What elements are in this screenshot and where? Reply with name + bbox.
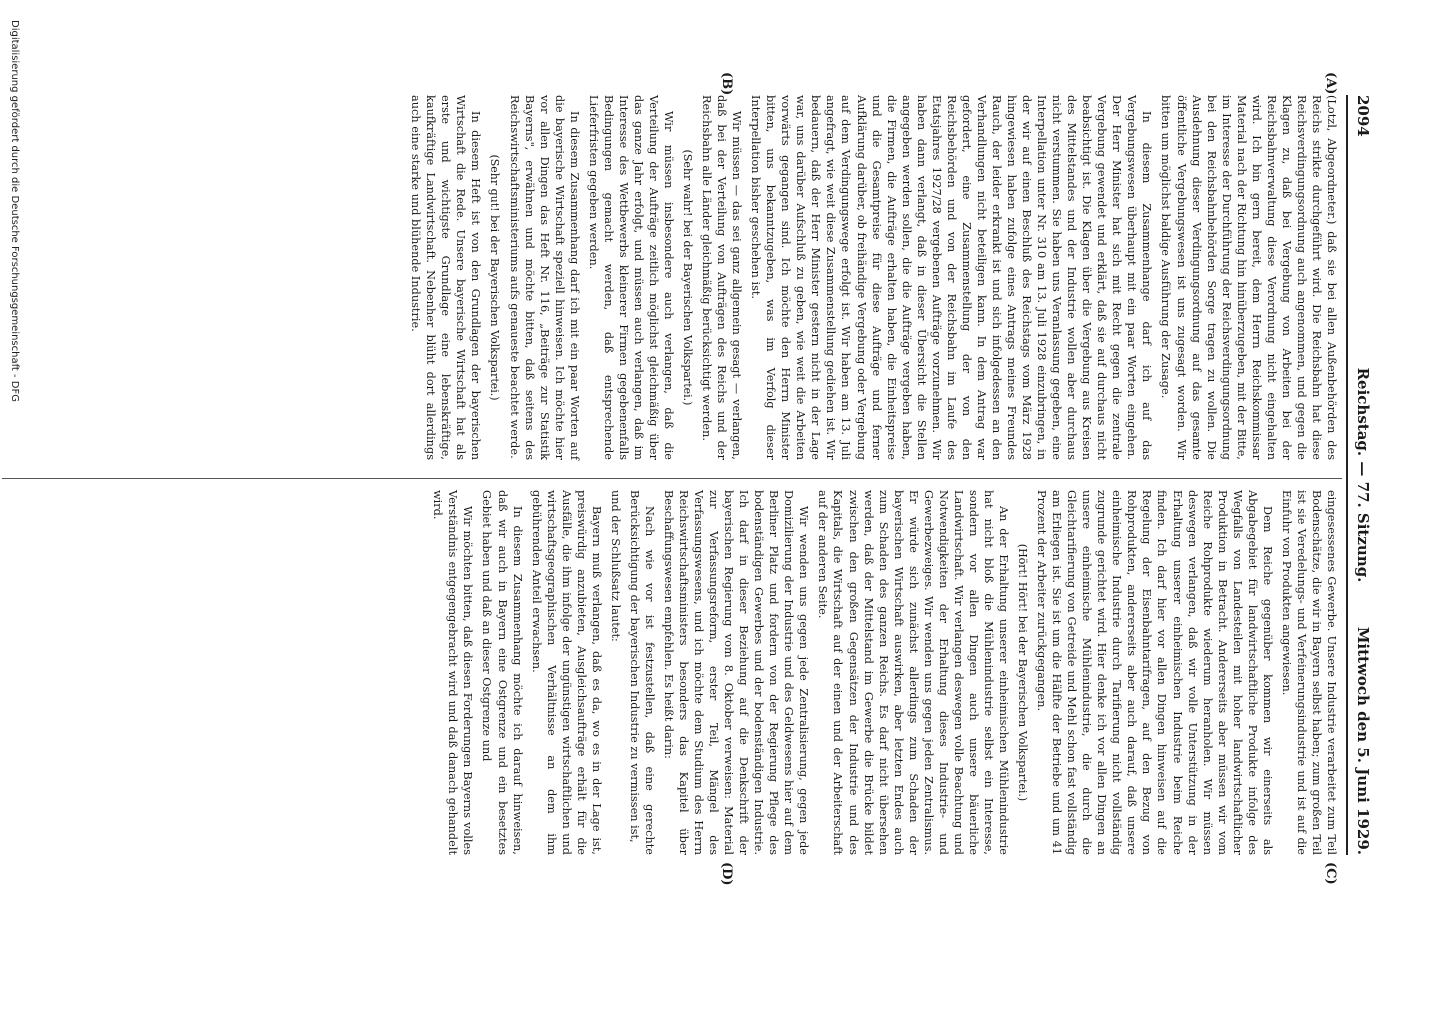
margin-marker-d: (D)	[719, 862, 734, 886]
interjection: (Sehr wahr! bei der Bayerischen Volkspartei.)	[681, 149, 695, 406]
header-rule	[1346, 95, 1348, 855]
paragraph: In diesem Heft ist von den Grundlagen der bayerischen Wirtschaft die Rede. Unsere bayerische Wirtschaft hat als erste und wichtigste Grundlage eine lebenskräftige, kaufkräftige Landwirtschaft. Nebenher blüht dort allerdings auch eine starke und blühende Industrie.	[409, 95, 483, 460]
paragraph: (Lotzl, Abgeordneter.) daß sie bei allen Außenbehörden des Reichs strikte durchgeführt wird. Die Reichsbahn hat diese Reichsverdingungsordnung auch angenommen, und gegen die Klagen zu, daß bei Vergebung von Arbeiten bei der Reichsbahnverwaltung diese Verordnung nicht eingehalten wird. Ich bin gern bereit, dem Herrn Reichskommissar Material nach der Richtung hin hinüberzugeben, mit der Bitte, im Interesse der Durchführung der Reichsverdingungsordnung bei den Reichsbahnbehörden Sorge tragen zu wollen. Die Ausdehnung dieser Verdingungsordnung auf das gesamte öffentliche Vergebungswesen ist uns zugesagt worden. Wir bitten um möglichst baldige Ausführung der Zusage.	[1159, 95, 1338, 460]
text-column-right	[426, 490, 1339, 855]
quotation: Bayern muß verlangen, daß es da, wo es in der Lage ist, preiswürdig anzubieten, Ausgleichsaufträge erhält für die Ausfälle, die ihm infolge der ungünstigen wirtschaftlichen und wirtschaftsgeographischen Verhältnisse an dem ihm gebührenden Anteil erwachsen.	[529, 490, 603, 855]
digitization-footer	[6, 20, 20, 1010]
paragraph: Wir möchten bitten, daß diesen Forderungen Bayerns volles Verständnis entgegengebracht wird und daß danach gehandelt wird.	[431, 490, 475, 855]
margin-marker-a: (A)	[1323, 72, 1338, 95]
footer-credit: Digitalisierung gefördert durch die Deutsche Forschungsgemeinschaft - DFG	[9, 20, 20, 403]
session-date: Mittwoch den 5. Juni 1929.	[1354, 626, 1372, 855]
paragraph: In diesem Zusammenhang möchte ich darauf hinweisen, daß wir auch in Bayern eine Ostgrenze und ein besetztes Gebiet haben und daß an dieser Ostgrenze und	[480, 490, 524, 855]
margin-marker-b: (B)	[719, 72, 734, 96]
text-column-left	[404, 95, 1339, 460]
page-number: 2094	[1354, 95, 1372, 137]
column-divider	[2, 478, 1342, 479]
paragraph: Wir müssen insbesondere auch verlangen, daß die Verteilung der Aufträge zeitlich möglichst gleichmäßig über das ganze Jahr erfolgt, und müssen auch verlangen, daß im Interesse des Wettbewerbs kleinerer Firmen gegebenenfalls Bedingungen gemacht werden, daß entsprechende Lieferfristen gegeben werden.	[586, 95, 675, 460]
margin-marker-c: (C)	[1323, 862, 1338, 885]
paragraph: eingesessenes Gewerbe. Unsere Industrie verarbeitet zum Teil Bodenschätze, die wir in Bayern selbst haben; zum großen Teil ist sie Veredelungs- und Verfeinerungsindustrie und ist auf die Einfuhr von Produkten angewiesen.	[1279, 490, 1338, 855]
paragraph: In diesem Zusammenhang darf ich mit ein paar Worten auf die bayerische Wirtschaft speziell hinweisen. Ich möchte hier vor allen Dingen das Heft Nr. 116, „Beiträge zur Statistik Bayerns", erwähnen und möchte bitten, daß seitens des Reichswirtschaftsministeriums aufs genaueste beachtet werde.	[507, 95, 581, 460]
paragraph: An der Erhaltung unserer einheimischen Mühlenindustrie hat nicht bloß die Mühlenindustrie selbst ein Interesse, sondern vor allen Dingen auch unsere bäuerliche Landwirtschaft. Wir verlangen deswegen volle Beachtung und Notwendigkeiten der Erhaltung dieses Industrie- und Gewerbezweiges. Wir wenden uns gegen jeden Zentralismus. Er würde sich zunächst allerdings zum Schaden der bayerischen Wirtschaft auswirken, aber letzten Endes auch zum Schaden des ganzen Reichs. Es darf nicht übersehen werden, daß der Mittelstand im Gewerbe die Brücke bildet zwischen den großen Gegensätzen der Industrie und des Kapitals, die Wirtschaft auf der einen und der Arbeiterschaft auf der anderen Seite.	[816, 490, 1011, 855]
paragraph: In diesem Zusammenhange darf ich auf das Vergebungswesen überhaupt mit ein paar Worten eingehen. Der Herr Minister hat sich mit Recht gegen die zentrale Vergebung gewendet und erklärt, daß sie auf durchaus nicht beabsichtigt ist. Die Klagen über die Vergebung aus Kreisen des Mittelstandes und der Industrie wollen aber durchaus nicht verstummen. Sie haben uns Veranlassung gegeben, eine Interpellation unter Nr. 310 am 13. Juli 1928 einzubringen, in der wir auf einen Beschluß des Reichstags vom März 1928 hingewiesen haben zufolge eines Antrags meines Freundes Rauch, der leider erkrankt ist und sich infolgedessen an den Verhandlungen nicht beteiligen kann. In dem Antrag war gefordert, eine Zusammenstellung der von den Reichsbehörden und von der Reichsbahn im Laufe des Etatsjahres 1927/28 vergebenen Aufträge vorzunehmen. Wir haben dann verlangt, daß in dieser Übersicht die Stellen angegeben werden sollen, die die Aufträge vergeben haben, die Firmen, die Aufträge erhalten haben, die Einheitspreise und die Gesamtpreise für diese Aufträge und ferner Aufklärung darüber, ob freihändige Vergebung oder Vergebung auf dem Verdingungswege erfolgt ist. Wir haben am 13. Juli angefragt, wie weit diese Zusammenstellung gediehen ist. Wir bedauern, daß der Herr Minister gestern nicht in der Lage war, uns darüber Aufschluß zu geben, wie weit die Arbeiten vorwärts gegangen sind. Ich möchte den Herrn Minister bitten, uns bekanntzugeben, was im Verfolg dieser Interpellation bisher geschehen ist.	[749, 95, 1154, 460]
paragraph: Dem Reiche gegenüber kommen wir einerseits als Abgabegebiet für landwirtschaftliche Produkte infolge des Wegfalls von Landesteilen mit hoher landwirtschaftlicher Produktion in Betracht. Andererseits aber müssen wir vom Reiche Rohprodukte wiederum heranholen. Wir müssen deswegen verlangen, daß wir volle Unterstützung in der Erhaltung unserer einheimischen Industrie beim Reiche finden. Ich darf hier vor allen Dingen hinweisen auf die Regelung der Eisenbahntarifragen, auf den Bezug von Rohprodukten, andererseits aber auch darauf, daß unsere einheimische Industrie durch Tarifierung nicht vollständig zugrunde gerichtet wird. Hier denke ich vor allen Dingen an unsere einheimische Mühlenindustrie, die durch die Gleichtarifierung von Getreide und Mehl schon fast vollständig am Erliegen ist. Sie ist um die Hälfte der Betriebe und um 41 Prozent der Arbeiter zurückgegangen.	[1035, 490, 1274, 855]
paragraph: und der Schlußsatz lautet:	[608, 490, 622, 642]
page-title: Reichstag. — 77. Sitzung.	[1354, 367, 1372, 583]
page-header	[1350, 95, 1376, 855]
interjection: (Sehr gut! bei der Bayerischen Volkspartei.)	[488, 154, 502, 401]
paragraph: Wir müssen — das sei ganz allgemein gesagt — verlangen, daß bei der Verteilung von Aufträgen des Reichs und der Reichsbahn alle Länder gleichmäßig berücksichtigt werden.	[700, 95, 744, 460]
interjection: (Hört! Hört! bei der Bayerischen Volkspartei.)	[1016, 543, 1030, 802]
quotation: Nach wie vor ist festzustellen, daß eine gerechte Berücksichtigung der bayerischen Industrie zu vermissen ist,	[627, 490, 656, 855]
paragraph: Wir wenden uns gegen jede Zentralisierung, gegen jede Domizilierung der Industrie und des Geldwesens hier auf dem Berliner Platz und fordern von der Regierung Pflege des bodenständigen Gewerbes und der bodenständigen Industrie. Ich darf in dieser Beziehung auf die Denkschrift der bayerischen Regierung vom 8. Oktober verweisen: Material zur Verfassungsreform, erster Teil, Mängel des Verfassungswesens, und ich möchte dem Studium des Herrn Reichswirtschaftsministers besonders das Kapitel über Beschaffungswesen empfehlen. Es heißt darin:	[661, 490, 811, 855]
